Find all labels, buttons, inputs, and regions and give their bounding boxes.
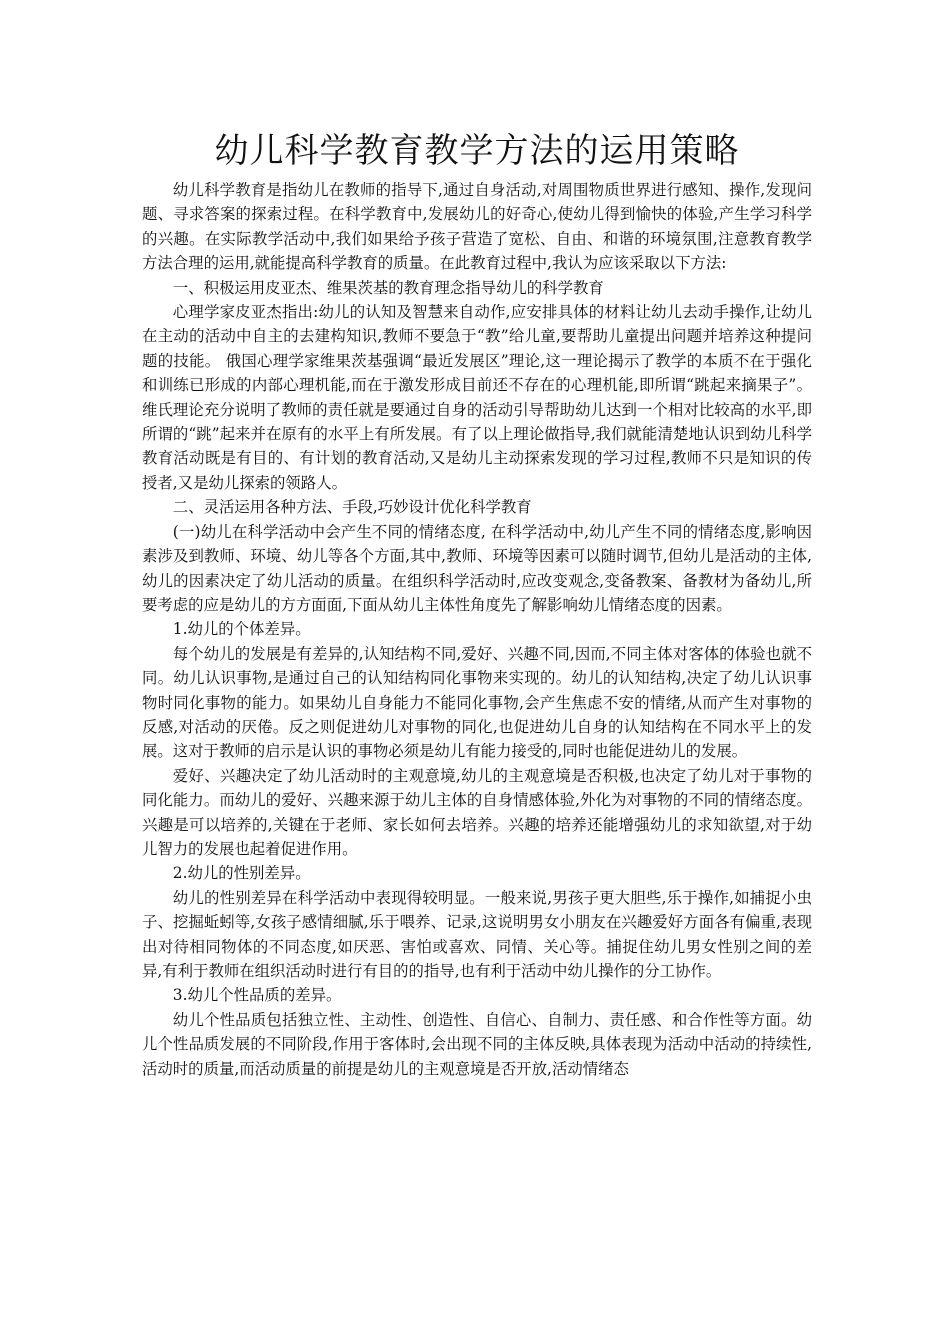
intro-paragraph: 幼儿科学教育是指幼儿在教师的指导下,通过自身活动,对周围物质世界进行感知、操作,发现问题、寻求答案的探索过程。在科学教育中,发展幼儿的好奇心,使幼儿得到愉快的体验,产生学习科学的兴趣。在实际教学活动中,我们如果给予孩子营造了宽松、自由、和谐的环境氛围,注意教育教学方法合理的运用,就能提高科学教育的质量。在此教育过程中,我认为应该采取以下方法: — [142, 181, 812, 273]
subsection-heading-3: 3.幼儿个性品质的差异。 — [172, 986, 342, 1005]
body-paragraph: 幼儿个性品质包括独立性、主动性、创造性、自信心、自制力、责任感、和合作性等方面。幼儿个性品质发展的不同阶段,作用于客体时,会出现不同的主体反映,具体表现为活动中活动的持续性,活动时的质量,而活动质量的前提是幼儿的主观意境是否开放,活动情绪态 — [142, 1010, 812, 1078]
body-paragraph: 心理学家皮亚杰指出:幼儿的认知及智慧来自动作,应安排具体的材料让幼儿去动手操作,让幼儿在主动的活动中自主的去建构知识,教师不要急于“教”给儿童,要帮助儿童提出问题并培养这种提问题的技能。 俄国心理学家维果茨基强调“最近发展区”理论,这一理论揭示了教学的本质不在于强化和训练已形成的内部心理机能,而在于激发形成目前还不存在的心理机能,即所谓“跳起来摘果子”。维氏理论充分说明了教师的责任就是要通过自身的活动引导帮助幼儿达到一个相对比较高的水平,即所谓的“跳”起来并在原有的水平上有所发展。有了以上理论做指导,我们就能清楚地认识到幼儿科学教育活动既是有目的、有计划的教育活动,又是幼儿主动探索发现的学习过程,教师不只是知识的传授者,又是幼儿探索的领路人。 — [142, 303, 812, 492]
document-page — [142, 128, 812, 1081]
subsection-heading-2: 2.幼儿的性别差异。 — [172, 864, 311, 883]
document-title: 幼儿科学教育教学方法的运用策略 — [214, 131, 740, 171]
section-heading-2: 二、灵活运用各种方法、手段,巧妙设计优化科学教育 — [172, 498, 532, 517]
body-paragraph: 幼儿的性别差异在科学活动中表现得较明显。一般来说,男孩子更大胆些,乐于操作,如捕捉小虫子、挖掘蚯蚓等,女孩子感情细腻,乐于喂养、记录,这说明男女小朋友在兴趣爱好方面各有偏重,表现出对待相同物体的不同态度,如厌恶、害怕或喜欢、同情、关心等。捕捉住幼儿男女性别之间的差异,有利于教师在组织活动时进行有目的的指导,也有利于活动中幼儿操作的分工协作。 — [142, 888, 812, 980]
body-paragraph: 爱好、兴趣决定了幼儿活动时的主观意境,幼儿的主观意境是否积极,也决定了幼儿对于事物的同化能力。而幼儿的爱好、兴趣来源于幼儿主体的自身情感体验,外化为对事物的不同的情绪态度。兴趣是可以培养的,关键在于老师、家长如何去培养。兴趣的培养还能增强幼儿的求知欲望,对于幼儿智力的发展也起着促进作用。 — [142, 766, 812, 858]
section-heading-1: 一、积极运用皮亚杰、维果茨基的教育理念指导幼儿的科学教育 — [172, 278, 604, 297]
body-paragraph: 每个幼儿的发展是有差异的,认知结构不同,爱好、兴趣不同,因而,不同主体对客体的体验也就不同。幼儿认识事物,是通过自己的认知结构同化事物来实现的。幼儿的认知结构,决定了幼儿认识事物时同化事物的能力。如果幼儿自身能力不能同化事物,会产生焦虑不安的情绪,从而产生对事物的反感,对活动的厌倦。反之则促进幼儿对事物的同化,也促进幼儿自身的认知结构在不同水平上的发展。这对于教师的启示是认识的事物必须是幼儿有能力接受的,同时也能促进幼儿的发展。 — [142, 644, 812, 761]
subsection-heading-1: 1.幼儿的个体差异。 — [172, 620, 311, 639]
body-paragraph: (一)幼儿在科学活动中会产生不同的情绪态度, 在科学活动中,幼儿产生不同的情绪态度,影响因素涉及到教师、环境、幼儿等各个方面,其中,教师、环境等因素可以随时调节,但幼儿是活动的主体,幼儿的因素决定了幼儿活动的质量。在组织科学活动时,应改变观念,变备教案、备教材为备幼儿,所要考虑的应是幼儿的方方面面,下面从幼儿主体性角度先了解影响幼儿情绪态度的因素。 — [142, 522, 812, 614]
